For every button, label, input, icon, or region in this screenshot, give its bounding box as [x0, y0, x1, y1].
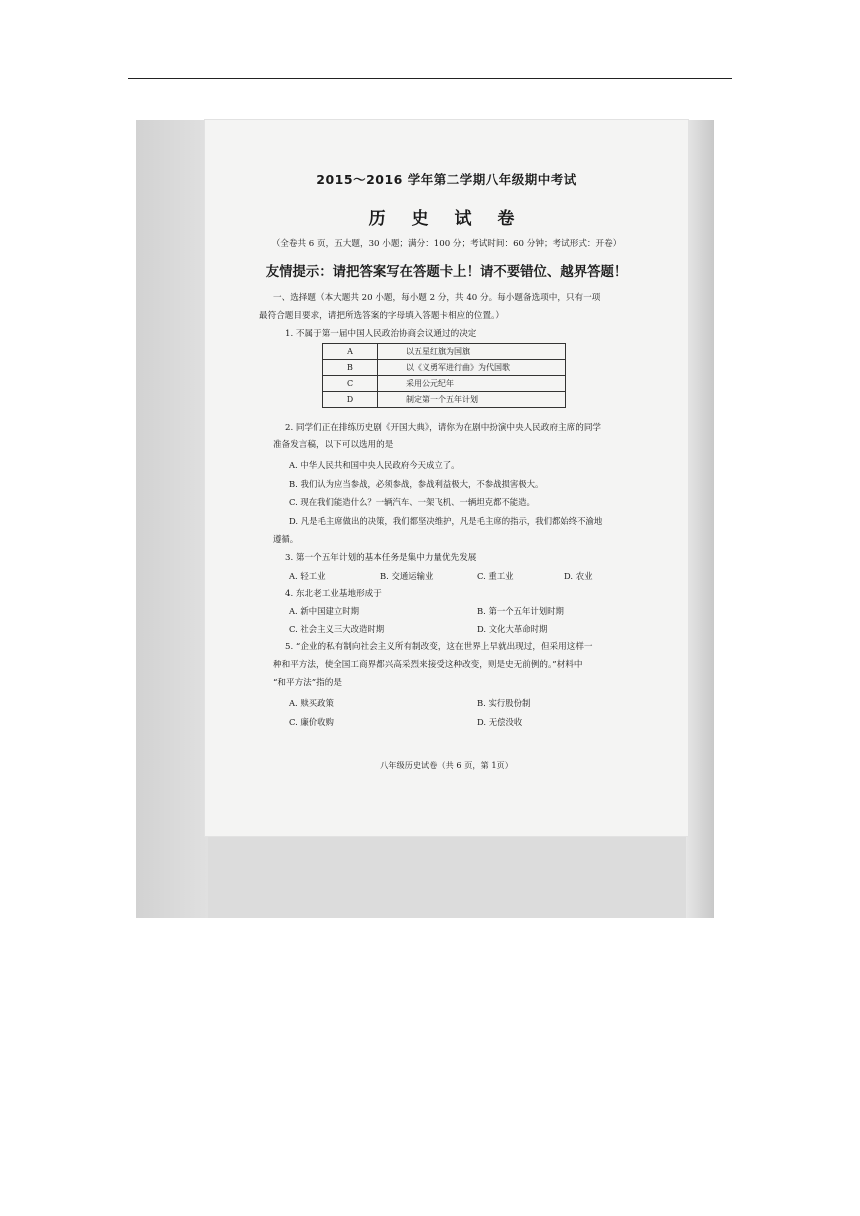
scan-right-strip: [686, 120, 714, 918]
question-4-option-a: A. 新中国建立时期: [289, 606, 359, 616]
question-4-option-d: D. 文化大革命时期: [477, 624, 548, 634]
question-2-option-d-cont: 遵循。: [273, 534, 299, 544]
question-4-option-c: C. 社会主义三大改造时期: [289, 624, 385, 634]
question-3-stem: 3. 第一个五年计划的基本任务是集中力量优先发展: [285, 553, 477, 563]
option-text: 采用公元纪年: [378, 376, 566, 392]
exam-sheet: [205, 120, 688, 836]
option-text: 制定第一个五年计划: [378, 392, 566, 408]
table-row: [323, 360, 566, 376]
question-3-option-c: C. 重工业: [477, 571, 514, 581]
option-letter: C: [323, 376, 378, 392]
scan-left-strip: [136, 120, 208, 918]
question-3-option-d: D. 农业: [564, 571, 593, 581]
question-2-stem: 2. 同学们正在排练历史剧《开国大典》，请你为在剧中扮演中央人民政府主席的同学: [285, 423, 602, 433]
page-footer: 八年级历史试卷（共 6 页，第 1页）: [380, 760, 513, 770]
question-5-option-d: D. 无偿没收: [477, 717, 523, 727]
question-2-option-b: B. 我们认为应当参战，必须参战，参战利益极大，不参战损害极大。: [289, 479, 544, 489]
question-5-option-a: A. 赎买政策: [289, 698, 334, 708]
option-letter: B: [323, 360, 378, 376]
table-row: [323, 344, 566, 360]
question-2-option-a: A. 中华人民共和国中央人民政府今天成立了。: [289, 460, 460, 470]
question-1-stem: 1. 不属于第一届中国人民政治协商会议通过的决定: [285, 329, 477, 339]
question-2-option-c: C. 现在我们能造什么？一辆汽车、一架飞机、一辆坦克都不能造。: [289, 497, 535, 507]
option-text: 以《义勇军进行曲》为代国歌: [378, 360, 566, 376]
section-heading: 一、选择题（本大题共 20 小题，每小题 2 分，共 40 分。每小题备选项中，只有一项: [273, 293, 601, 303]
exam-subject: 历 史 试 卷: [368, 209, 525, 229]
question-5-option-b: B. 实行股份制: [477, 698, 531, 708]
question-1-table: [322, 343, 566, 408]
question-4-stem: 4. 东北老工业基地形成于: [285, 589, 382, 599]
header-rule: [128, 78, 732, 79]
friendly-tip: 友情提示：请把答案写在答题卡上！请不要错位、越界答题！: [265, 265, 628, 280]
question-3-option-b: B. 交通运输业: [380, 571, 434, 581]
question-4-option-b: B. 第一个五年计划时期: [477, 606, 564, 616]
section-heading-cont: 最符合题目要求，请把所选答案的字母填入答题卡相应的位置。）: [259, 311, 504, 321]
question-3-option-a: A. 轻工业: [289, 571, 326, 581]
question-5-stem-cont-2: “和平方法”指的是: [273, 678, 342, 688]
option-letter: A: [323, 344, 378, 360]
exam-title: 2015～2016 学年第二学期八年级期中考试: [316, 172, 577, 187]
question-2-stem-cont: 准备发言稿，以下可以选用的是: [273, 440, 394, 450]
table-row: [323, 392, 566, 408]
question-5-stem-cont: 种和平方法，使全国工商界都兴高采烈来接受这种改变，则是史无前例的。”材料中: [273, 660, 583, 670]
exam-info: （全卷共 6 页，五大题，30 小题；满分：100 分；考试时间：60 分钟；考试形式：开卷）: [271, 239, 622, 249]
option-letter: D: [323, 392, 378, 408]
question-2-option-d: D. 凡是毛主席做出的决策，我们都坚决维护，凡是毛主席的指示，我们都始终不渝地: [289, 516, 603, 526]
table-row: [323, 376, 566, 392]
option-text: 以五星红旗为国旗: [378, 344, 566, 360]
question-5-stem: 5. “企业的私有制向社会主义所有制改变，这在世界上早就出现过，但采用这样一: [285, 642, 593, 652]
question-5-option-c: C. 廉价收购: [289, 717, 334, 727]
